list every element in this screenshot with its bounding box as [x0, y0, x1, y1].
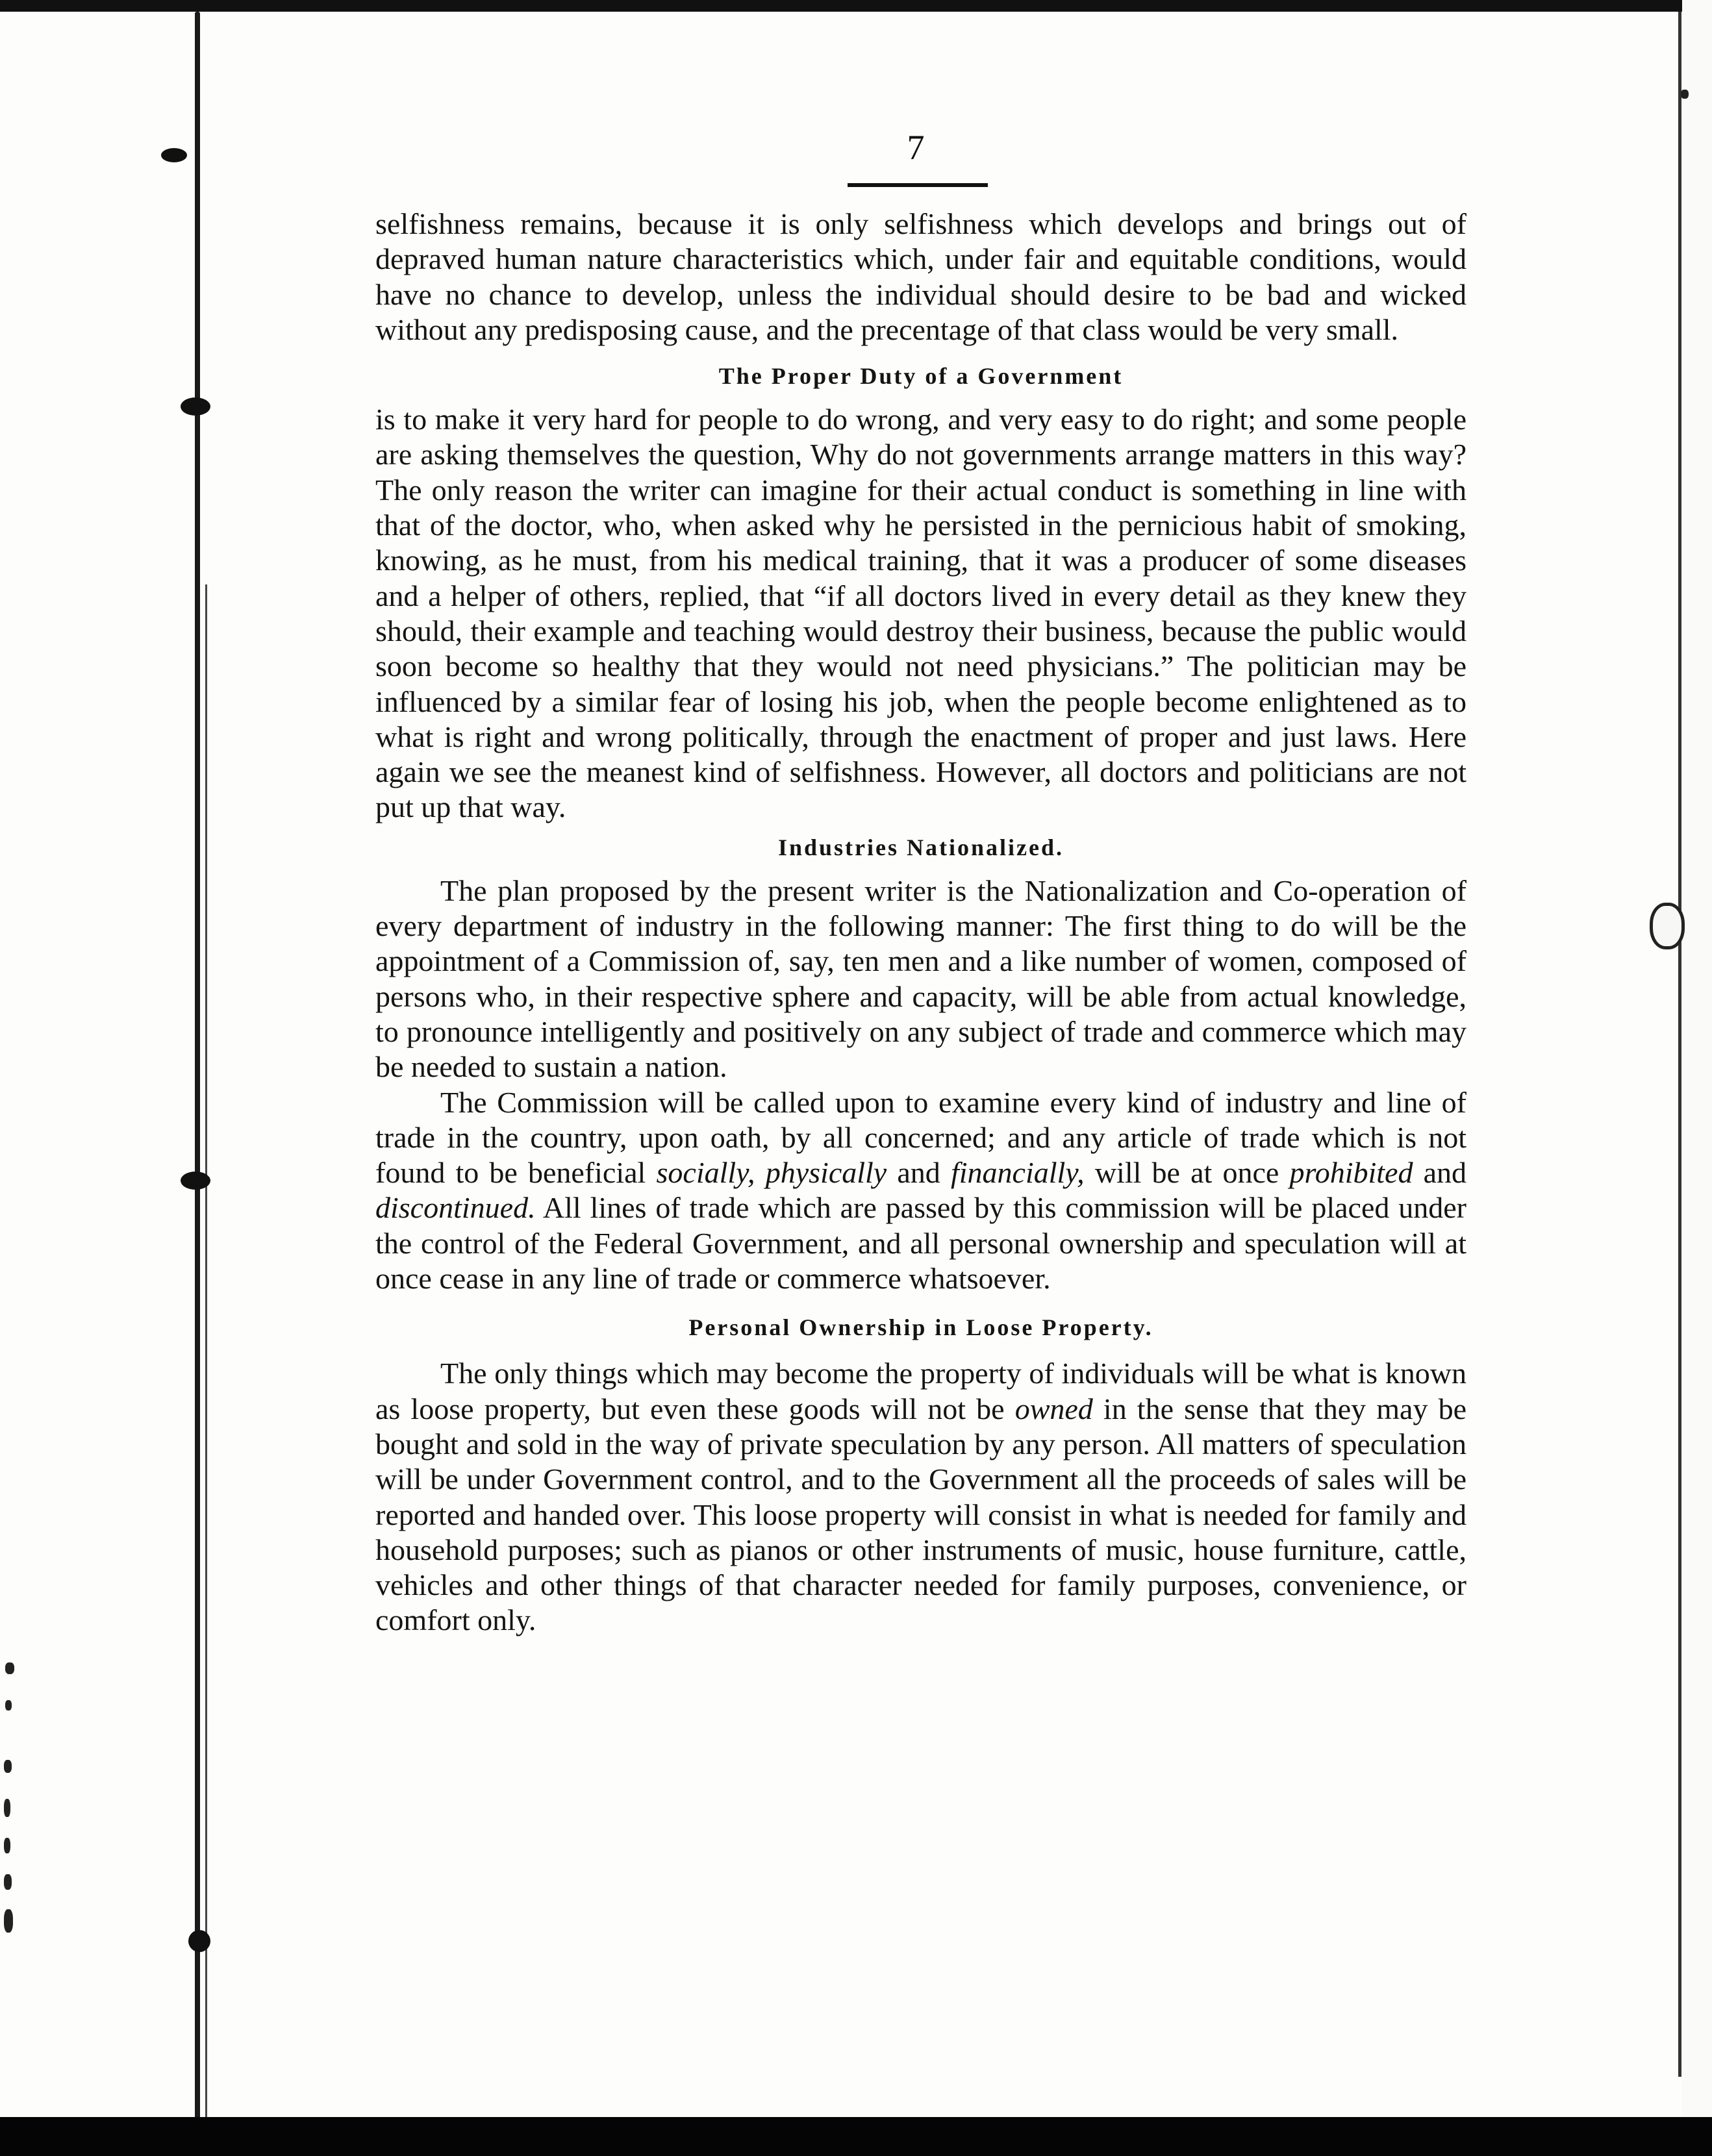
- binding-stitch-mark: [188, 1930, 210, 1952]
- edge-mark: [5, 1700, 12, 1711]
- scan-border-bottom: [0, 2117, 1712, 2156]
- binding-fold-line: [195, 12, 200, 2119]
- text-run: and: [887, 1156, 951, 1190]
- binding-stitch-mark: [161, 148, 187, 162]
- paragraph-proper-duty: is to make it very hard for people to do wrong, and very easy to do right; and some people are asking themselves the question, Why do not governments arrange matters in this way? The only reason the writer can imagine for their actual conduct is something in line with that of the doctor, who, when asked why he persisted in the pernicious habit of smoking, knowing, as he must, from his medical training, that it was a producer of some diseases and a helper of others, replied, that “if all doctors lived in every detail as they knew they should, their example and teaching would destroy their business, because the public would soon become so healthy that they would not need physicians.” The politician may be influenced by a similar fear of losing his job, when the people become enlightened as to what is right and wrong politically, through the enactment of proper and just laws. Here again we see the meanest kind of selfishness. However, all doctors and politicians are not put up that way.: [375, 403, 1467, 824]
- edge-mark: [1681, 90, 1689, 99]
- text-run: The Commission will be called upon to examine every kind of industry and line of trade in the country, upon oath, by all concerned; and any article of trade which is not found to be beneficial: [375, 1085, 1467, 1190]
- text-run: and: [1413, 1156, 1467, 1190]
- edge-mark: [4, 1874, 12, 1890]
- italic-physically: physically: [765, 1156, 887, 1190]
- paragraph-plan: The plan proposed by the present writer is the Nationalization and Co-operation of every department of industry in the following manner: The first thing to do will be the appointment of a Commission of, say, ten men and a like number of women, composed of persons who, in their respective sphere and capacity, will be able from actual knowledge, to pronounce intelligently and positively on any subject of trade and commerce which may be needed to sustain a nation.: [375, 873, 1467, 1084]
- edge-mark: [4, 1909, 13, 1933]
- binding-stitch-mark: [181, 1172, 210, 1190]
- page-number-rule: [848, 183, 988, 187]
- edge-mark: [4, 1760, 12, 1773]
- page-body: [375, 207, 1467, 1638]
- text-run: All lines of trade which are passed by this commission will be placed under the control of the Federal Government, and all personal ownership and speculation will at once cease in any line of trade or commerce whatsoever.: [375, 1191, 1467, 1296]
- edge-mark: [4, 1799, 10, 1817]
- edge-mark: [4, 1838, 10, 1853]
- text-run: The only things which may become the property of individuals will be what is known as loose property, but even these goods will not be: [375, 1357, 1467, 1425]
- text-run: will be at once: [1084, 1156, 1290, 1190]
- section-heading-industries-nationalized: Industries Nationalized.: [777, 834, 1064, 860]
- binding-fold-shadow: [205, 584, 207, 2117]
- page-number: 7: [907, 128, 925, 167]
- italic-owned: owned: [1014, 1392, 1093, 1425]
- edge-mark: [5, 1662, 14, 1674]
- text-run: in the sense that they may be bought and sold in the way of private speculation by any person. All matters of speculation will be under Government control, and to the Government all the proceeds of sales will be reported and handed over. This loose property will consist in what is needed for family and household purposes; such as pianos or other instruments of music, house furniture, cattle, vehicles and other things of that character needed for family purposes, convenience, or comfort only.: [375, 1392, 1467, 1637]
- scan-margin-right: [1682, 0, 1712, 2156]
- scan-border-top: [0, 0, 1712, 12]
- italic-prohibited: prohibited: [1289, 1156, 1413, 1190]
- italic-socially: socially,: [656, 1156, 755, 1190]
- section-heading-personal-ownership: Personal Ownership in Loose Property.: [688, 1314, 1153, 1341]
- paragraph-loose-property: [375, 1356, 1467, 1638]
- ring-stain-mark: [1650, 903, 1685, 949]
- page-edge-right: [1678, 12, 1681, 2077]
- italic-financially: financially,: [950, 1156, 1085, 1190]
- paragraph-continued: selfishness remains, because it is only selfishness which develops and brings out of depraved human nature characteristics which, under fair and equitable conditions, would have no chance to develop, unless the individual should desire to be bad and wicked without any predisposing cause, and the precentage of that class would be very small.: [375, 207, 1467, 346]
- binding-stitch-mark: [181, 397, 210, 416]
- section-heading-proper-duty: The Proper Duty of a Government: [718, 363, 1124, 390]
- paragraph-commission: [375, 1085, 1467, 1297]
- italic-discontinued: discontinued.: [375, 1191, 536, 1225]
